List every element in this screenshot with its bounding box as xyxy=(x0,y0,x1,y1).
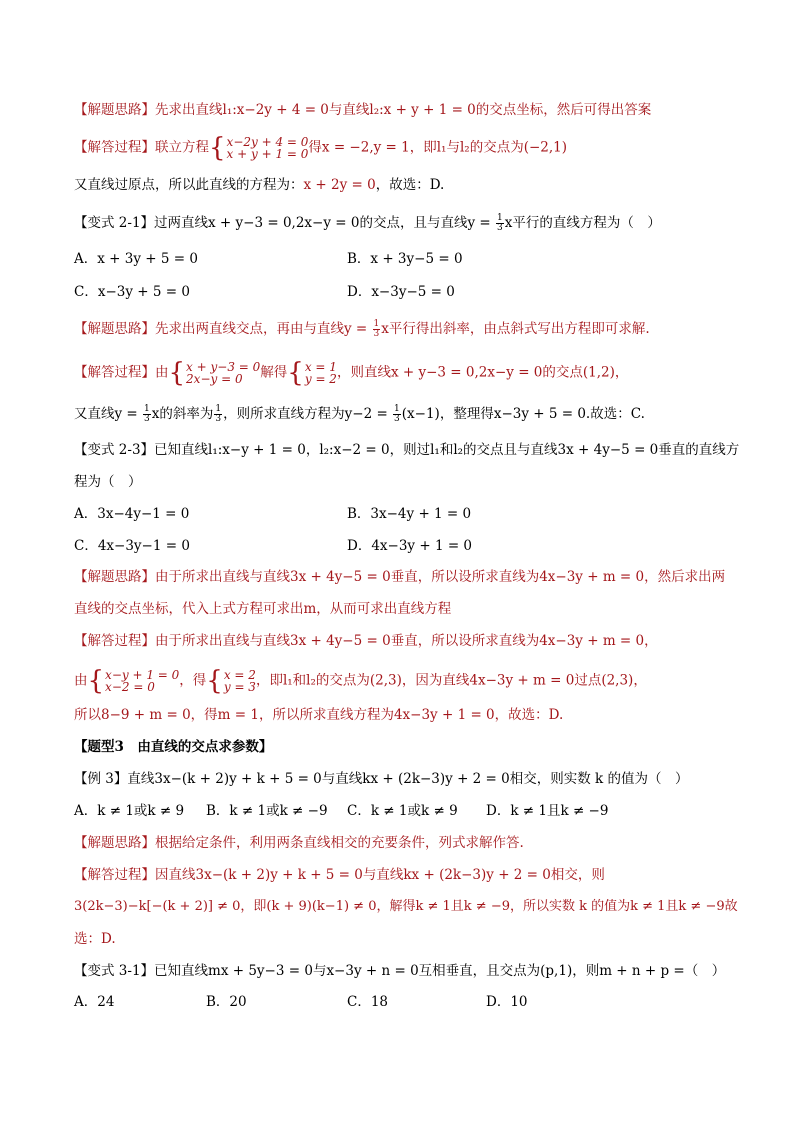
frac-den: 3 xyxy=(394,414,400,424)
solution-process-3-last: 选：D. xyxy=(74,931,116,947)
text: 由于所求出直线与直线3x + 4y−5 = 0垂直，所以设所求直线为4x−3y + m = 0，然后求出两 xyxy=(155,569,726,585)
option-d[interactable]: D．k ≠ 1且k ≠ −9 xyxy=(486,803,609,819)
text-mid: 解得 xyxy=(260,364,288,381)
fraction xyxy=(373,320,381,339)
solution-process-2-1 xyxy=(74,360,628,386)
fraction xyxy=(214,405,222,424)
sys-row-1: x−2y + 4 = 0 xyxy=(226,135,309,149)
option-a[interactable]: A．k ≠ 1或k ≠ 9 xyxy=(74,803,185,819)
solution-idea-text: 先求出直线l₁:x−2y + 4 = 0与直线l₂:x + y + 1 = 0的交点坐标，然后可得出答案 xyxy=(155,102,652,118)
tag-label: 【例 3】 xyxy=(74,771,128,787)
sys-row-3: x = 1 xyxy=(304,360,337,374)
text-post: ，即l₁和l₂的交点为(2,3)，因为直线4x−3y + m = 0过点(2,3)， xyxy=(255,672,647,689)
equation-system: { x + y−3 = 0 2x−y = 0 xyxy=(168,358,261,388)
variant-3-1-question xyxy=(74,962,725,980)
option-c[interactable]: C．18 xyxy=(347,994,389,1010)
conclusion-1 xyxy=(74,176,444,194)
variant-2-3-question-cont: 程为（ ） xyxy=(74,474,142,490)
solution-process-2-1-cont xyxy=(74,405,645,424)
frac-den: 3 xyxy=(144,414,150,424)
sys-row-3: x = 2 xyxy=(223,668,256,682)
text-pre: 由 xyxy=(155,364,169,381)
equation-system: { x = 2 y = 3 xyxy=(206,666,256,696)
text-mid1: x的斜率为 xyxy=(151,406,214,422)
option-c[interactable]: C．x−3y + 5 = 0 xyxy=(74,284,190,300)
solution-process-1 xyxy=(74,135,567,161)
option-b[interactable]: B．3x−4y + 1 = 0 xyxy=(347,506,472,522)
example-3-question xyxy=(74,770,689,788)
question-text: 直线3x−(k + 2)y + k + 5 = 0与直线kx + (2k−3)y + 2 = 0相交，则实数 k 的值为（ ） xyxy=(127,771,689,787)
tag-label: 【变式 2-3】 xyxy=(74,442,155,458)
frac-num: 1 xyxy=(215,404,222,414)
solution-idea-1 xyxy=(74,101,651,119)
solution-idea-3 xyxy=(74,834,524,852)
option-b[interactable]: B．x + 3y−5 = 0 xyxy=(347,251,463,267)
solution-idea-2-1 xyxy=(74,320,650,339)
sys-row-2: x + y + 1 = 0 xyxy=(226,147,309,161)
tag-label: 【解答过程】 xyxy=(74,867,155,883)
sys-row-1: x + y−3 = 0 xyxy=(186,360,261,374)
text-pre: 又直线过原点，所以此直线的方程为： xyxy=(74,177,304,193)
frac-num: 1 xyxy=(497,213,503,223)
frac-den: 3 xyxy=(373,329,380,339)
text-mid: ，得 xyxy=(179,672,207,689)
option-d[interactable]: D．x−3y−5 = 0 xyxy=(347,284,455,300)
frac-den: 3 xyxy=(497,223,503,233)
text-pre: 由 xyxy=(74,672,88,689)
tag-label: 【解题思路】 xyxy=(74,102,155,118)
tag-label: 【变式 3-1】 xyxy=(74,963,155,979)
frac-num: 1 xyxy=(394,404,400,414)
solution-idea-2-3 xyxy=(74,568,725,586)
tag-label: 【解答过程】 xyxy=(74,364,155,381)
sys-row-4: y = 2 xyxy=(304,372,337,386)
equation: x + 2y = 0 xyxy=(303,177,376,193)
question-text: 已知直线l₁:x−y + 1 = 0，l₂:x−2 = 0，则过l₁和l₂的交点且与直线3x + 4y−5 = 0垂直的直线方 xyxy=(154,442,740,458)
option-c[interactable]: C．4x−3y−1 = 0 xyxy=(74,538,190,554)
option-d[interactable]: D．10 xyxy=(486,994,528,1010)
solution-process-3 xyxy=(74,866,605,884)
equation-system: { x−2y + 4 = 0 x + y + 1 = 0 xyxy=(209,133,309,163)
question-text: 已知直线mx + 5y−3 = 0与x−3y + n = 0互相垂直，且交点为(p,1)，则m + n + p =（ ） xyxy=(154,963,726,979)
sys-row-2: 2x−y = 0 xyxy=(186,372,243,386)
text-post: ，则直线x + y−3 = 0,2x−y = 0的交点(1,2)， xyxy=(336,364,629,381)
option-a[interactable]: A．3x−4y−1 = 0 xyxy=(74,506,190,522)
variant-2-1-question xyxy=(74,214,661,233)
equation-system: { x = 1 y = 2 xyxy=(287,358,337,388)
tag-label: 【解题思路】 xyxy=(74,569,155,585)
fraction xyxy=(143,405,151,424)
frac-num: 1 xyxy=(373,319,380,329)
text-post: 得x = −2,y = 1，即l₁与l₂的交点为(−2,1) xyxy=(308,139,568,156)
sys-row-1: x−y + 1 = 0 xyxy=(105,668,180,682)
option-d[interactable]: D．4x−3y + 1 = 0 xyxy=(347,538,473,554)
equation-system: { x−y + 1 = 0 x−2 = 0 xyxy=(87,666,180,696)
text: 根据给定条件，利用两条直线相交的充要条件，列式求解作答. xyxy=(155,835,524,851)
tag-label: 【解题思路】 xyxy=(74,835,155,851)
option-a[interactable]: A．24 xyxy=(74,994,115,1010)
text-mid3: (x−1)，整理得x−3y + 5 = 0.故选：C. xyxy=(401,406,645,422)
fraction xyxy=(496,214,504,233)
solution-process-2-3-system xyxy=(74,668,647,694)
option-b[interactable]: B．k ≠ 1或k ≠ −9 xyxy=(206,803,328,819)
frac-den: 3 xyxy=(215,414,222,424)
sys-row-4: y = 3 xyxy=(223,680,256,694)
text-post: ，故选：D. xyxy=(375,177,445,193)
solution-process-3-cont: 3(2k−3)−k[−(k + 2)] ≠ 0，即(k + 9)(k−1) ≠ 0，解得k ≠ 1且k ≠ −9，所以实数 k 的值为k ≠ 1且k ≠ −9故 xyxy=(74,899,738,914)
fraction xyxy=(393,405,401,424)
variant-2-3-question xyxy=(74,441,739,459)
text: 因直线3x−(k + 2)y + k + 5 = 0与直线kx + (2k−3)y + 2 = 0相交，则 xyxy=(155,867,605,883)
text-pre: 又直线y = xyxy=(74,406,143,422)
option-b[interactable]: B．20 xyxy=(206,994,247,1010)
solution-process-2-3-last: 所以8−9 + m = 0，得m = 1，所以所求直线方程为4x−3y + 1 = 0，故选：D. xyxy=(74,707,564,723)
section-heading: 【题型3 由直线的交点求参数】 xyxy=(74,739,273,755)
text-post: x平行的直线方程为（ ） xyxy=(504,215,661,231)
tag-label: 【变式 2-1】 xyxy=(74,215,155,231)
sys-row-2: x−2 = 0 xyxy=(105,680,155,694)
solution-idea-2-3-cont: 直线的交点坐标，代入上式方程可求出m，从而可求出直线方程 xyxy=(74,601,452,617)
option-c[interactable]: C．k ≠ 1或k ≠ 9 xyxy=(347,803,458,819)
tag-label: 【解答过程】 xyxy=(74,139,155,156)
text-pre: 过两直线x + y−3 = 0,2x−y = 0的交点，且与直线y = xyxy=(154,215,495,231)
text: 由于所求出直线与直线3x + 4y−5 = 0垂直，所以设所求直线为4x−3y + m = 0， xyxy=(155,633,658,649)
text-pre: 先求出两直线交点，再由与直线y = xyxy=(155,321,372,337)
option-a[interactable]: A．x + 3y + 5 = 0 xyxy=(74,251,198,267)
solution-process-2-3 xyxy=(74,632,658,650)
frac-num: 1 xyxy=(144,404,150,414)
text-mid2: ，则所求直线方程为y−2 = xyxy=(223,406,393,422)
text-pre: 联立方程 xyxy=(155,139,209,156)
tag-label: 【解题思路】 xyxy=(74,321,155,337)
tag-label: 【解答过程】 xyxy=(74,633,155,649)
text-post: x平行得出斜率，由点斜式写出方程即可求解. xyxy=(381,321,650,337)
